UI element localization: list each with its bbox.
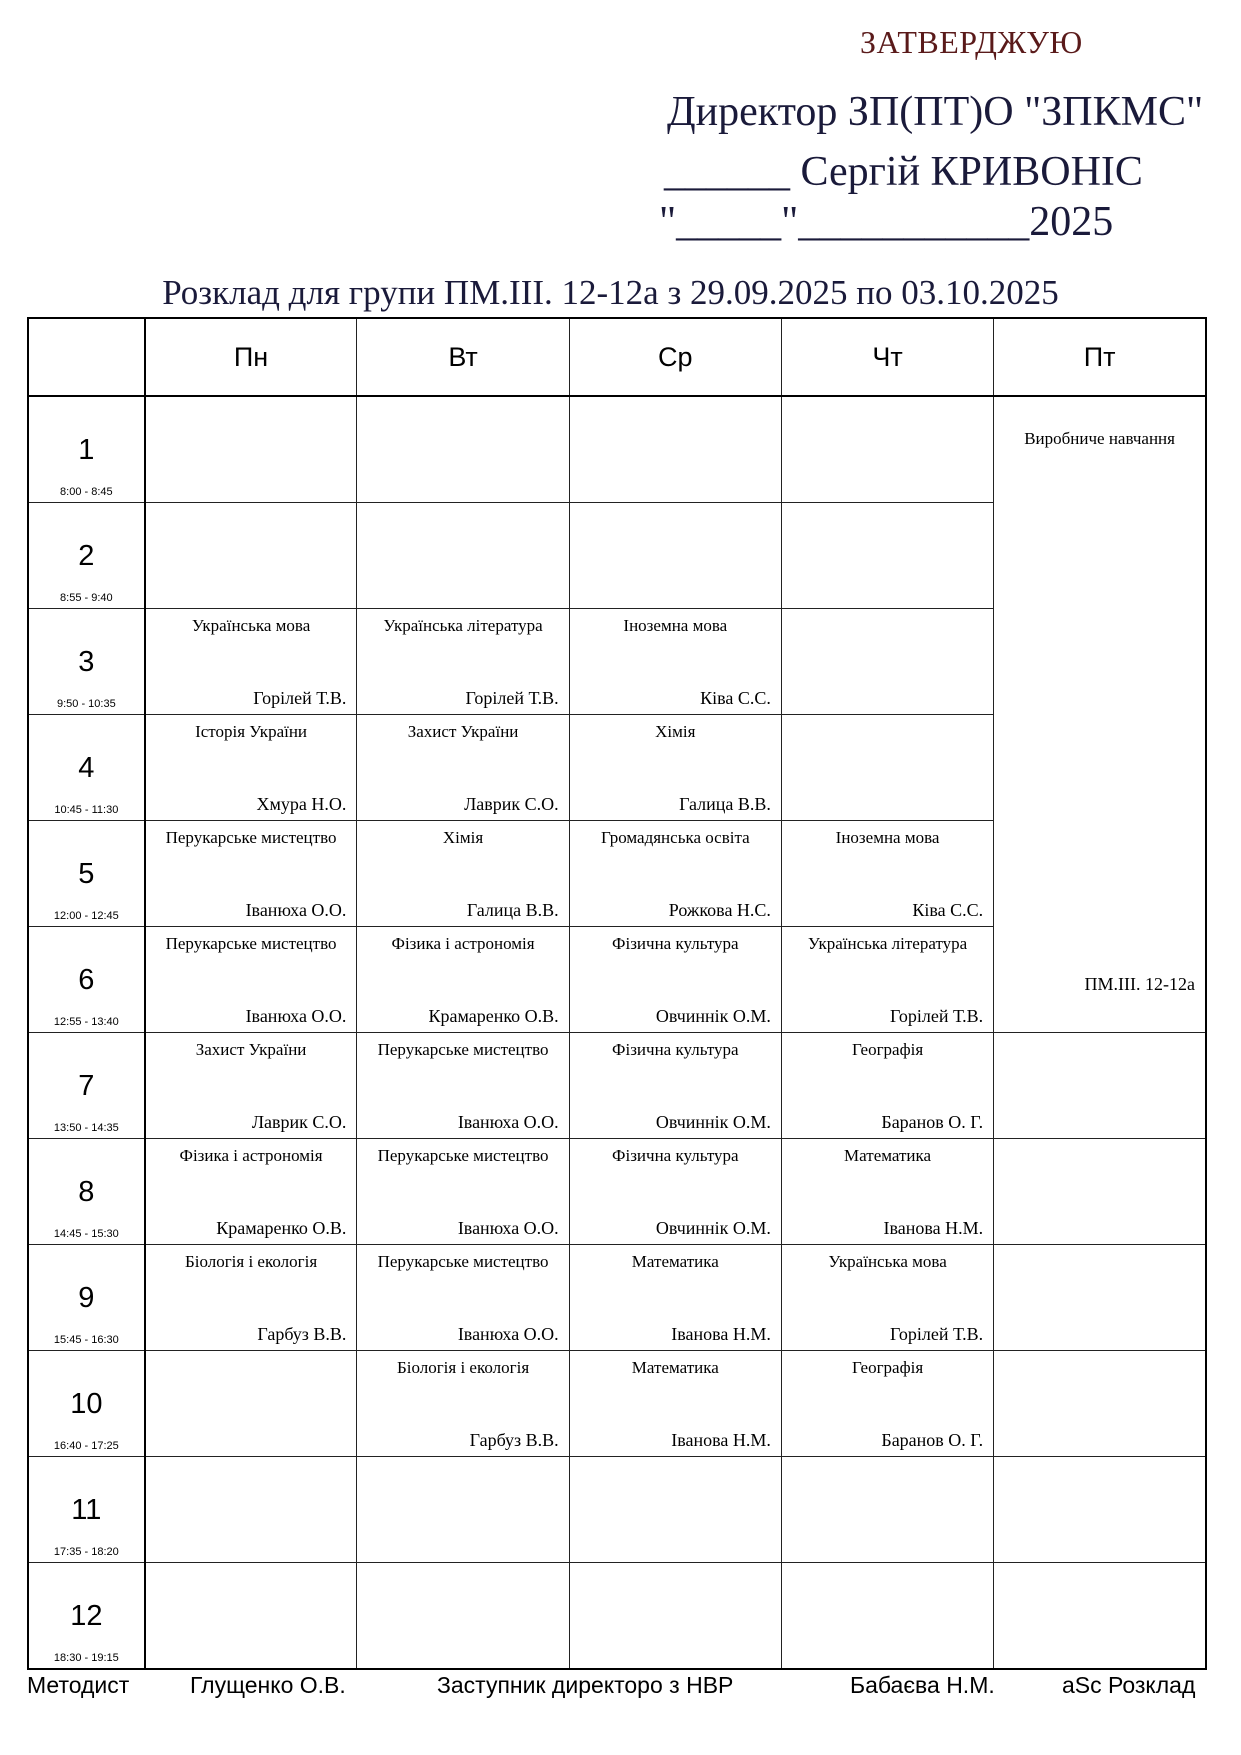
teacher-name: Галица В.В. <box>679 794 771 814</box>
lesson-cell <box>357 396 569 503</box>
lesson-number-cell <box>28 715 145 821</box>
lesson-cell <box>994 1457 1206 1563</box>
lesson-cell <box>145 503 357 609</box>
lesson-cell <box>569 1563 781 1670</box>
days-header-row <box>28 318 1206 396</box>
lesson-number-cell <box>28 503 145 609</box>
lesson-row <box>28 1563 1206 1670</box>
lesson-time: 15:45 - 16:30 <box>53 1334 119 1346</box>
teacher-name: Лаврик С.О. <box>464 794 559 814</box>
subject-name: Перукарське мистецтво <box>165 934 337 953</box>
subject-name: Хімія <box>442 828 484 847</box>
lesson-cell <box>781 1245 993 1351</box>
friday-subject: Виробниче навчання <box>1024 429 1175 448</box>
lesson-cell <box>357 503 569 609</box>
lesson-cell <box>569 1033 781 1139</box>
lesson-cell <box>569 396 781 503</box>
lesson-cell <box>145 1245 357 1351</box>
lesson-cell <box>781 927 993 1033</box>
lesson-cell <box>357 1033 569 1139</box>
teacher-name: Баранов О. Г. <box>881 1112 984 1132</box>
lesson-number-cell <box>28 396 145 503</box>
lesson-cell <box>357 821 569 927</box>
subject-name: Перукарське мистецтво <box>377 1252 549 1271</box>
teacher-name: Гарбуз В.В. <box>469 1430 559 1450</box>
schedule-title: Розклад для групи ПМ.ІІІ. 12-12а з 29.09.2025 по 03.10.2025 <box>162 273 1059 312</box>
lesson-time: 16:40 - 17:25 <box>53 1440 119 1452</box>
lesson-cell <box>781 609 993 715</box>
teacher-name: Хмура Н.О. <box>256 794 347 814</box>
lesson-cell <box>145 821 357 927</box>
subject-name: Біологія і екологія <box>396 1358 530 1377</box>
teacher-name: Овчиннік О.М. <box>655 1006 771 1026</box>
lesson-cell <box>781 1457 993 1563</box>
subject-name: Захист України <box>407 722 519 741</box>
subject-name: Іноземна мова <box>835 828 940 847</box>
lesson-cell <box>781 1351 993 1457</box>
subject-name: Фізична культура <box>612 1040 739 1059</box>
day-header: Пт <box>994 318 1206 396</box>
schedule-table <box>27 317 1207 1670</box>
lesson-number: 2 <box>78 540 95 572</box>
subject-name: Фізика і астрономія <box>179 1146 323 1165</box>
lesson-cell <box>569 503 781 609</box>
teacher-name: Іванюха О.О. <box>457 1324 559 1344</box>
lesson-cell <box>145 1563 357 1670</box>
lesson-number: 4 <box>78 752 95 784</box>
subject-name: Іноземна мова <box>623 616 728 635</box>
subject-name: Географія <box>851 1358 924 1377</box>
lesson-cell <box>781 1033 993 1139</box>
lesson-cell <box>357 927 569 1033</box>
lesson-number-cell <box>28 1457 145 1563</box>
lesson-cell <box>145 396 357 503</box>
lesson-cell <box>569 1245 781 1351</box>
lesson-row <box>28 1033 1206 1139</box>
subject-name: Математика <box>631 1358 719 1377</box>
teacher-name: Іванова Н.М. <box>671 1324 771 1344</box>
lesson-cell <box>781 1139 993 1245</box>
approval-date-line: "_____"___________2025 <box>659 199 1114 245</box>
teacher-name: Ківа С.С. <box>912 900 984 920</box>
lesson-time: 10:45 - 11:30 <box>54 804 119 816</box>
lesson-cell <box>781 396 993 503</box>
lesson-cell <box>781 1563 993 1670</box>
lesson-number-cell <box>28 927 145 1033</box>
teacher-name: Баранов О. Г. <box>881 1430 984 1450</box>
subject-name: Математика <box>631 1252 719 1271</box>
subject-name: Хімія <box>655 722 696 741</box>
lesson-cell <box>781 821 993 927</box>
day-header: Вт <box>357 318 569 396</box>
lesson-cell <box>569 609 781 715</box>
lesson-cell <box>994 1139 1206 1245</box>
lesson-cell <box>357 1245 569 1351</box>
lesson-cell <box>357 1563 569 1670</box>
lesson-number-cell <box>28 1139 145 1245</box>
teacher-name: Лаврик С.О. <box>251 1112 347 1132</box>
corner-cell <box>28 318 145 396</box>
lesson-cell <box>145 609 357 715</box>
subject-name: Перукарське мистецтво <box>377 1146 549 1165</box>
lesson-number: 5 <box>78 858 95 890</box>
lesson-number: 7 <box>78 1070 95 1102</box>
lesson-time: 8:00 - 8:45 <box>60 486 113 498</box>
lesson-cell <box>145 927 357 1033</box>
lesson-number: 1 <box>78 434 95 466</box>
software-credit: aSc Розклад <box>1062 1672 1196 1698</box>
lesson-number-cell <box>28 1351 145 1457</box>
lesson-number: 9 <box>78 1282 95 1314</box>
teacher-name: Горілей Т.В. <box>465 688 559 708</box>
lesson-time: 14:45 - 15:30 <box>53 1228 119 1240</box>
day-header: Пн <box>145 318 357 396</box>
teacher-name: Іванюха О.О. <box>245 1006 347 1026</box>
lesson-cell <box>357 609 569 715</box>
lesson-row <box>28 1245 1206 1351</box>
teacher-name: Овчиннік О.М. <box>655 1112 771 1132</box>
director-title: Директор ЗП(ПТ)О "ЗПКМС" <box>667 89 1204 135</box>
approval-stamp: ЗАТВЕРДЖУЮ <box>860 24 1083 60</box>
footer <box>0 1672 1241 1702</box>
lesson-cell <box>994 1351 1206 1457</box>
teacher-name: Горілей Т.В. <box>253 688 347 708</box>
lesson-time: 12:00 - 12:45 <box>53 910 119 922</box>
lesson-number: 3 <box>78 646 95 678</box>
lesson-number-cell <box>28 821 145 927</box>
teacher-name: Іванюха О.О. <box>457 1112 559 1132</box>
teacher-name: Ківа С.С. <box>700 688 771 708</box>
lesson-row <box>28 1457 1206 1563</box>
lesson-cell <box>357 1351 569 1457</box>
lesson-row <box>28 396 1206 503</box>
subject-name: Захист України <box>195 1040 307 1059</box>
subject-name: Українська література <box>383 616 543 635</box>
lesson-cell <box>569 715 781 821</box>
teacher-name: Іванова Н.М. <box>671 1430 771 1450</box>
lesson-cell <box>994 1033 1206 1139</box>
lesson-cell <box>569 1139 781 1245</box>
teacher-name: Крамаренко О.В. <box>428 1006 559 1026</box>
lesson-cell <box>569 927 781 1033</box>
teacher-name: Горілей Т.В. <box>890 1006 984 1026</box>
methodist-name: Глущенко О.В. <box>190 1672 346 1698</box>
director-signature-line: ______ Сергій КРИВОНІС <box>664 149 1143 195</box>
subject-name: Українська мова <box>191 616 311 635</box>
lesson-cell <box>145 1457 357 1563</box>
teacher-name: Іванюха О.О. <box>457 1218 559 1238</box>
subject-name: Громадянська освіта <box>600 828 750 847</box>
lesson-cell <box>145 715 357 821</box>
lesson-cell <box>994 1245 1206 1351</box>
subject-name: Фізична культура <box>612 934 739 953</box>
lesson-cell <box>569 821 781 927</box>
teacher-name: Овчиннік О.М. <box>655 1218 771 1238</box>
subject-name: Математика <box>844 1146 932 1165</box>
lesson-cell <box>145 1351 357 1457</box>
teacher-name: Іванова Н.М. <box>883 1218 984 1238</box>
subject-name: Фізика і астрономія <box>391 934 535 953</box>
lesson-number-cell <box>28 609 145 715</box>
subject-name: Історія України <box>195 722 308 741</box>
lesson-number-cell <box>28 1563 145 1670</box>
friday-practice-block <box>994 396 1206 1033</box>
lesson-row <box>28 1351 1206 1457</box>
lesson-cell <box>569 1457 781 1563</box>
teacher-name: Горілей Т.В. <box>890 1324 984 1344</box>
teacher-name: Галица В.В. <box>466 900 559 920</box>
day-header: Ср <box>569 318 781 396</box>
subject-name: Перукарське мистецтво <box>377 1040 549 1059</box>
lesson-number: 12 <box>70 1600 103 1632</box>
deputy-name: Бабаєва Н.М. <box>850 1672 995 1698</box>
subject-name: Українська література <box>807 934 968 953</box>
lesson-cell <box>357 1139 569 1245</box>
lesson-time: 9:50 - 10:35 <box>56 698 116 710</box>
lesson-cell <box>994 1563 1206 1670</box>
teacher-name: Гарбуз В.В. <box>257 1324 347 1344</box>
lesson-cell <box>569 1351 781 1457</box>
subject-name: Українська мова <box>828 1252 947 1271</box>
teacher-name: Рожкова Н.С. <box>668 900 771 920</box>
lesson-time: 17:35 - 18:20 <box>53 1546 119 1558</box>
subject-name: Фізична культура <box>612 1146 739 1165</box>
lesson-time: 8:55 - 9:40 <box>60 592 113 604</box>
friday-group: ПМ.ІІІ. 12-12а <box>1084 974 1195 994</box>
teacher-name: Крамаренко О.В. <box>216 1218 347 1238</box>
deputy-label: Заступник директоро з НВР <box>437 1672 734 1698</box>
lesson-number-cell <box>28 1033 145 1139</box>
lesson-cell <box>357 1457 569 1563</box>
lesson-row <box>28 1139 1206 1245</box>
methodist-label: Методист <box>27 1672 130 1698</box>
lesson-time: 13:50 - 14:35 <box>53 1122 119 1134</box>
lesson-cell <box>781 715 993 821</box>
lesson-time: 18:30 - 19:15 <box>53 1652 119 1664</box>
lesson-cell <box>357 715 569 821</box>
lesson-time: 12:55 - 13:40 <box>53 1016 119 1028</box>
lesson-number-cell <box>28 1245 145 1351</box>
lesson-number: 11 <box>71 1494 102 1526</box>
lesson-number: 10 <box>70 1388 103 1420</box>
lesson-cell <box>781 503 993 609</box>
teacher-name: Іванюха О.О. <box>245 900 347 920</box>
subject-name: Перукарське мистецтво <box>165 828 337 847</box>
day-header: Чт <box>781 318 993 396</box>
lesson-number: 8 <box>78 1176 95 1208</box>
lesson-number: 6 <box>78 964 95 996</box>
lesson-cell <box>145 1033 357 1139</box>
subject-name: Біологія і екологія <box>184 1252 318 1271</box>
subject-name: Географія <box>851 1040 924 1059</box>
lesson-cell <box>145 1139 357 1245</box>
